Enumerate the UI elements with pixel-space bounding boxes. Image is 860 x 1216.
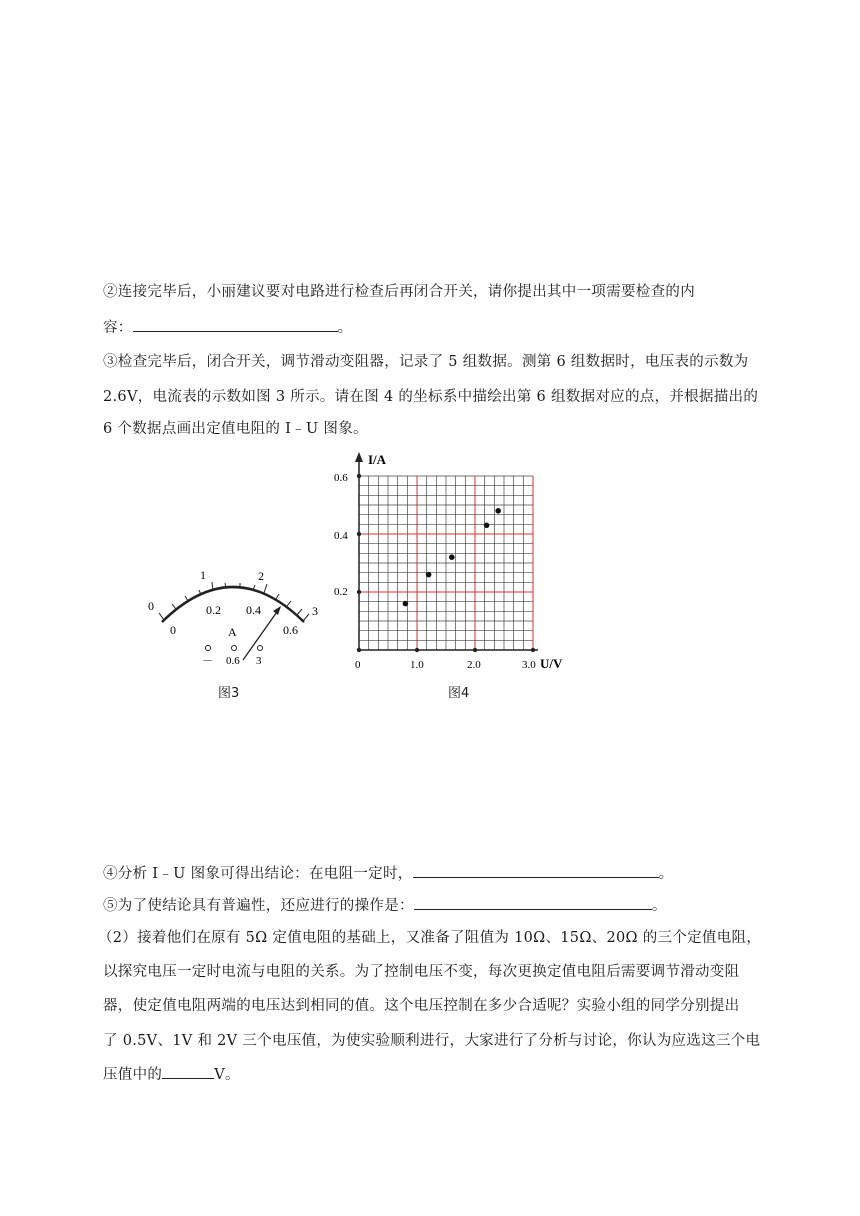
x-tick-3-0: 3.0 bbox=[522, 659, 536, 671]
question-4-suffix: 。 bbox=[658, 866, 674, 882]
y-axis-tick-dot bbox=[357, 590, 361, 594]
y-axis-arrow-icon bbox=[355, 452, 363, 462]
figure-3-caption: 图3 bbox=[218, 686, 240, 701]
x-tick-2-0: 2.0 bbox=[467, 659, 481, 671]
graph-grid bbox=[359, 476, 533, 650]
ammeter-scale-arc bbox=[162, 587, 304, 622]
part-2-line-5-prefix: 压值中的 bbox=[103, 1067, 163, 1083]
part-2-line-4: 了 0.5V、1V 和 2V 三个电压值，为使实验顺利进行，大家进行了分析与讨论，你认为应选这三个电 bbox=[103, 1033, 761, 1049]
lower-scale-0-2: 0.2 bbox=[206, 603, 221, 617]
x-axis-tick-dot bbox=[357, 648, 361, 652]
question-2-prefix: 容： bbox=[103, 320, 133, 336]
x-tick-1-0: 1.0 bbox=[410, 659, 424, 671]
y-tick-0-2: 0.2 bbox=[334, 586, 348, 598]
x-tick-0: 0 bbox=[355, 659, 361, 671]
question-5-suffix: 。 bbox=[651, 898, 667, 914]
question-5-prefix: ⑤为了使结论具有普遍性，还应进行的操作是： bbox=[103, 898, 414, 914]
ammeter-unit: A bbox=[228, 625, 237, 639]
question-2-line-1: ②连接完毕后，小丽建议要对电路进行检查后再闭合开关，请你提出其中一项需要检查的内 bbox=[103, 284, 695, 300]
lower-scale-0-6: 0.6 bbox=[283, 623, 298, 637]
terminal-3-icon bbox=[258, 646, 263, 651]
question-3-line-3: 6 个数据点画出定值电阻的 I﹣U 图象。 bbox=[103, 421, 368, 437]
part-2-line-5-suffix: V。 bbox=[214, 1067, 240, 1083]
data-point bbox=[426, 572, 432, 578]
ammeter-pointer-head bbox=[273, 606, 281, 615]
question-2-line-2 bbox=[103, 316, 352, 337]
upper-scale-0: 0 bbox=[148, 599, 154, 613]
terminal-label-0-6: 0.6 bbox=[226, 655, 240, 667]
data-point bbox=[403, 601, 409, 607]
x-axis-label: U/V bbox=[540, 656, 563, 671]
x-axis-tick-dot bbox=[415, 648, 419, 652]
question-5 bbox=[103, 894, 667, 915]
figure-3-ammeter bbox=[140, 560, 330, 670]
upper-scale-3: 3 bbox=[312, 604, 318, 618]
part-2-line-5 bbox=[103, 1063, 240, 1084]
x-axis-tick-dot bbox=[473, 648, 477, 652]
answer-blank-q2[interactable] bbox=[133, 317, 338, 332]
y-axis-tick-dot bbox=[357, 474, 361, 478]
question-2-suffix: 。 bbox=[337, 320, 353, 336]
answer-blank-q5[interactable] bbox=[414, 895, 652, 910]
data-point bbox=[484, 523, 490, 529]
terminal-label-3: 3 bbox=[256, 655, 262, 667]
y-axis-label: I/A bbox=[368, 452, 387, 467]
part-2-line-2: 以探究电压一定时电流与电阻的关系。为了控制电压不变，每次更换定值电阻后需要调节滑动变阻 bbox=[103, 964, 740, 980]
part-2-line-3: 器，使定值电阻两端的电压达到相同的值。这个电压控制在多少合适呢？实验小组的同学分别提出 bbox=[103, 998, 740, 1014]
part-2-line-1: （2）接着他们在原有 5Ω 定值电阻的基础上，又准备了阻值为 10Ω、15Ω、20Ω 的三个定值电阻， bbox=[98, 930, 762, 946]
terminal-negative-icon bbox=[206, 646, 211, 651]
lower-scale-0-4: 0.4 bbox=[246, 603, 261, 617]
terminal-0-6-icon bbox=[232, 646, 237, 651]
y-axis-tick-dot bbox=[357, 532, 361, 536]
x-axis-tick-dot bbox=[531, 648, 535, 652]
question-3-line-2: 2.6V，电流表的示数如图 3 所示。请在图 4 的坐标系中描绘出第 6 组数据对应的点，并根据描出的 bbox=[103, 389, 759, 405]
figure-4-caption: 图4 bbox=[448, 686, 470, 701]
question-3-line-1: ③检查完毕后，闭合开关，调节滑动变阻器，记录了 5 组数据。测第 6 组数据时，电压表的示数为 bbox=[103, 354, 749, 370]
terminal-label-negative: － bbox=[202, 655, 213, 667]
answer-blank-q4[interactable] bbox=[413, 863, 659, 878]
lower-scale-0: 0 bbox=[170, 623, 176, 637]
question-4-prefix: ④分析 I﹣U 图象可得出结论：在电阻一定时， bbox=[103, 866, 413, 882]
upper-scale-1: 1 bbox=[200, 568, 206, 582]
data-point bbox=[495, 508, 501, 514]
upper-scale-2: 2 bbox=[258, 569, 264, 583]
answer-blank-voltage[interactable] bbox=[162, 1064, 214, 1079]
y-tick-0-4: 0.4 bbox=[334, 530, 348, 542]
y-tick-0-6: 0.6 bbox=[334, 472, 348, 484]
figure-4-graph bbox=[330, 448, 590, 678]
question-4 bbox=[103, 862, 673, 883]
data-point bbox=[449, 554, 455, 560]
